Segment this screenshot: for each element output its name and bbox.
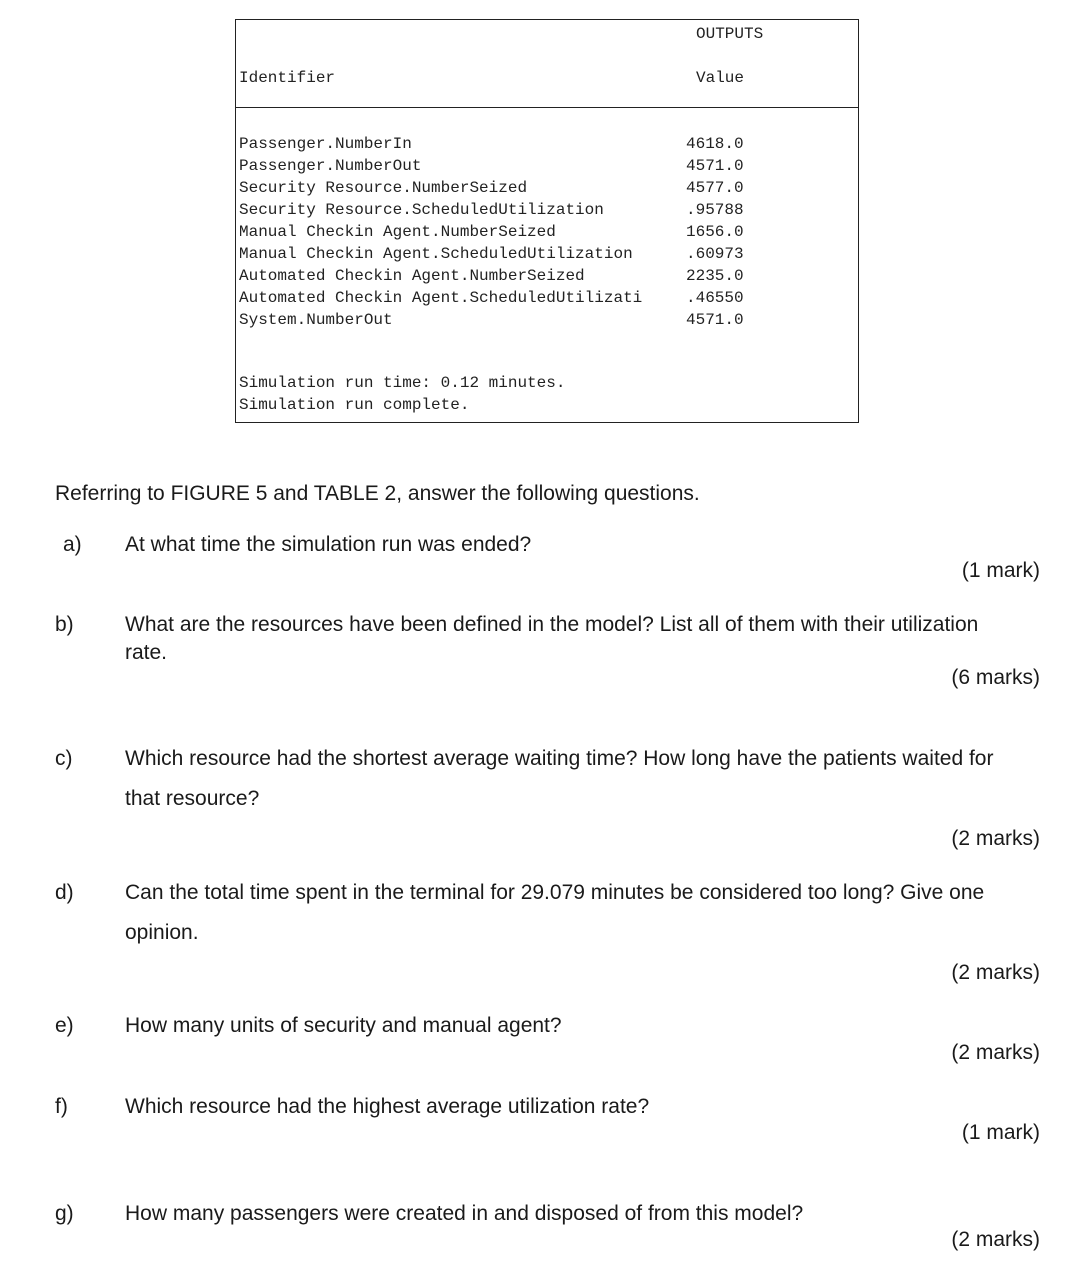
question-g-text: How many passengers were created in and disposed of from this model?	[125, 1202, 804, 1225]
table-row	[239, 309, 858, 331]
question-e-letter: e)	[55, 1014, 74, 1037]
intro-and: and	[267, 482, 314, 505]
question-d-marks: (2 marks)	[951, 961, 1040, 984]
question-f-marks: (1 mark)	[961, 1121, 1040, 1144]
question-d-letter: d)	[55, 881, 74, 904]
row-value: .95788	[686, 201, 744, 219]
table-row	[239, 133, 858, 155]
intro-prefix: Referring to	[55, 482, 171, 505]
row-identifier: Manual Checkin Agent.ScheduledUtilization	[239, 245, 633, 263]
question-c-text: Which resource had the shortest average waiting time? How long have the patients waited for that resource?	[125, 747, 994, 810]
row-identifier: Passenger.NumberOut	[239, 157, 422, 175]
question-b-text: What are the resources have been defined in the model? List all of them with their utilization rate.	[125, 613, 979, 664]
table-row	[239, 199, 858, 221]
question-a-letter: a)	[63, 533, 82, 556]
row-value: 4577.0	[686, 179, 744, 197]
question-a-text: At what time the simulation run was ended?	[125, 533, 532, 556]
simulation-output-box	[235, 19, 859, 423]
question-a-marks: (1 mark)	[961, 559, 1040, 582]
question-g-letter: g)	[55, 1202, 74, 1225]
row-identifier: Passenger.NumberIn	[239, 135, 412, 153]
instructions	[55, 480, 700, 508]
row-value: .46550	[686, 289, 744, 307]
row-identifier: System.NumberOut	[239, 311, 393, 329]
question-f-letter: f)	[55, 1095, 68, 1118]
row-identifier: Manual Checkin Agent.NumberSeized	[239, 223, 556, 241]
row-value: 1656.0	[686, 223, 744, 241]
header-divider	[236, 107, 858, 108]
table-row	[239, 221, 858, 243]
figure-reference: FIGURE 5	[170, 482, 268, 505]
table-row	[239, 177, 858, 199]
row-identifier: Security Resource.ScheduledUtilization	[239, 201, 604, 219]
row-value: .60973	[686, 245, 744, 263]
question-b-letter: b)	[55, 613, 74, 636]
question-b-marks: (6 marks)	[951, 666, 1040, 689]
question-e-text: How many units of security and manual agent?	[125, 1014, 562, 1037]
table-row	[239, 287, 858, 309]
row-value: 4571.0	[686, 311, 744, 329]
intro-suffix: , answer the following questions.	[396, 482, 700, 505]
question-c-marks: (2 marks)	[951, 827, 1040, 850]
run-complete-line: Simulation run complete.	[239, 396, 470, 414]
row-identifier: Automated Checkin Agent.NumberSeized	[239, 267, 585, 285]
run-time-line: Simulation run time: 0.12 minutes.	[239, 374, 566, 392]
table-reference: TABLE 2	[313, 482, 397, 505]
row-value: 2235.0	[686, 267, 744, 285]
table-row	[239, 243, 858, 265]
value-column-header: Value	[696, 69, 745, 87]
identifier-column-header: Identifier	[239, 69, 336, 87]
row-identifier: Security Resource.NumberSeized	[239, 179, 528, 197]
simulation-status	[239, 372, 565, 416]
question-f-text: Which resource had the highest average utilization rate?	[125, 1095, 650, 1118]
row-value: 4571.0	[686, 157, 744, 175]
output-rows	[239, 133, 858, 331]
table-row	[239, 155, 858, 177]
question-d-text: Can the total time spent in the terminal for 29.079 minutes be considered too long? Give one opinion.	[125, 881, 985, 944]
question-g-marks: (2 marks)	[951, 1228, 1040, 1251]
row-value: 4618.0	[686, 135, 744, 153]
row-identifier: Automated Checkin Agent.ScheduledUtilizati	[239, 289, 643, 307]
table-row	[239, 265, 858, 287]
question-c-letter: c)	[55, 747, 73, 770]
outputs-heading: OUTPUTS	[696, 25, 764, 43]
question-e-marks: (2 marks)	[951, 1041, 1040, 1064]
